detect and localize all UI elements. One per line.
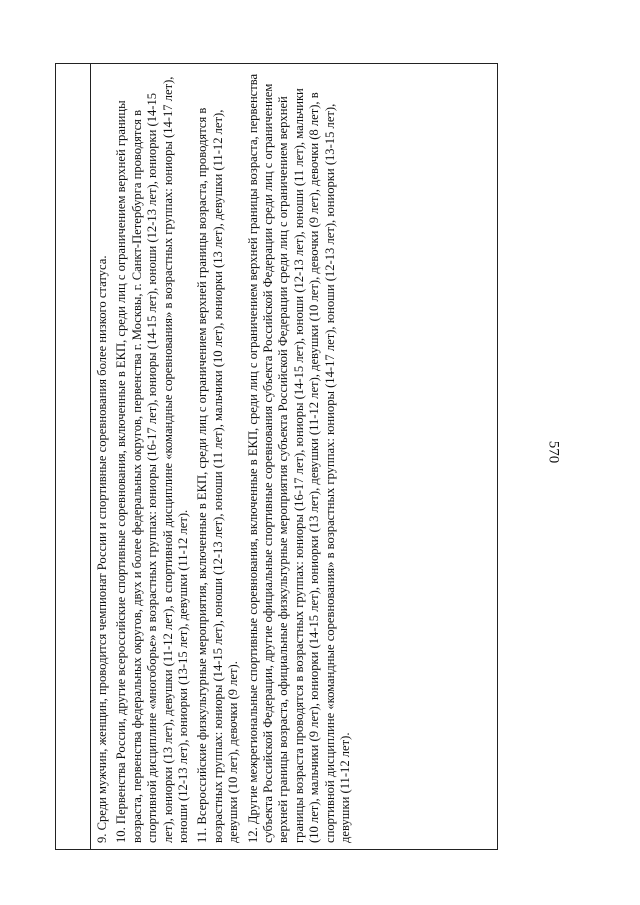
paragraph-9: 9. Среди мужчин, женщин, проводится чемпионат России и спортивные соревнования более низкого статуса.	[95, 255, 109, 843]
rules-table	[55, 63, 498, 850]
rotated-text-block	[91, 64, 498, 849]
table-content-cell	[91, 64, 498, 849]
page-number-text: 570	[545, 440, 562, 464]
paragraph-12: 12. Другие межрегиональные спортивные соревнования, включенные в ЕКП, среди лиц с ограничением верхней границы возраста, первенства субъекта Российской Федерации, другие официальные спортивные соревнования субъекта Российской Федерации среди лиц с ограничением верхней границы возраста, официальные физкультурные мероприятия субъекта Российской Федерации среди лиц с ограничением верхней границы возраста проводятся в возрастных группах: юниоры (16-17 лет), юниоры (14-15 лет), юноши (12-13 лет), юноши (11 лет), мальчики (10 лет), мальчики (9 лет), юниорки (14-15 лет), юниорки (13 лет), девушки (11-12 лет), девушки (10 лет), девочки (9 лет), девочки (8 лет), в спортивной дисциплине «командные соревнования» в возрастных группах: юниоры (14-17 лет), юноши (12-13 лет), юниорки (13-15 лет), девушки (11-12 лет).	[245, 73, 353, 843]
paragraph-10: 10. Первенства России, другие всероссийские спортивные соревнования, включенные в ЕКП, среди лиц с ограничением верхней границы возраста, первенства федеральных округов, двух и более федеральных округов, первенства г. Москвы, г. Санкт-Петербурга проводятся в спортивной дисциплине «многоборье» в возрастных группах: юниоры (16-17 лет), юниоры (14-15 лет), юноши (12-13 лет), юниорки (14-15 лет), юниорки (13 лет), девушки (11-12 лет), в спортивной дисциплине «командные соревнования» в возрастных группах: юниоры (14-17 лет), юноши (12-13 лет), юниорки (13-15 лет), девушки (11-12 лет).	[114, 76, 191, 843]
paragraph-11: 11. Всероссийские физкультурные мероприятия, включенные в ЕКП, среди лиц с ограничением верхней границы возраста, проводятся в возрастных группах: юниоры (14-15 лет), юноши (12-13 лет), юноши (11 лет), мальчики (10 лет), юниорки (13 лет), девушки (11-12 лет), девушки (10 лет), девочки (9 лет).	[195, 107, 241, 843]
